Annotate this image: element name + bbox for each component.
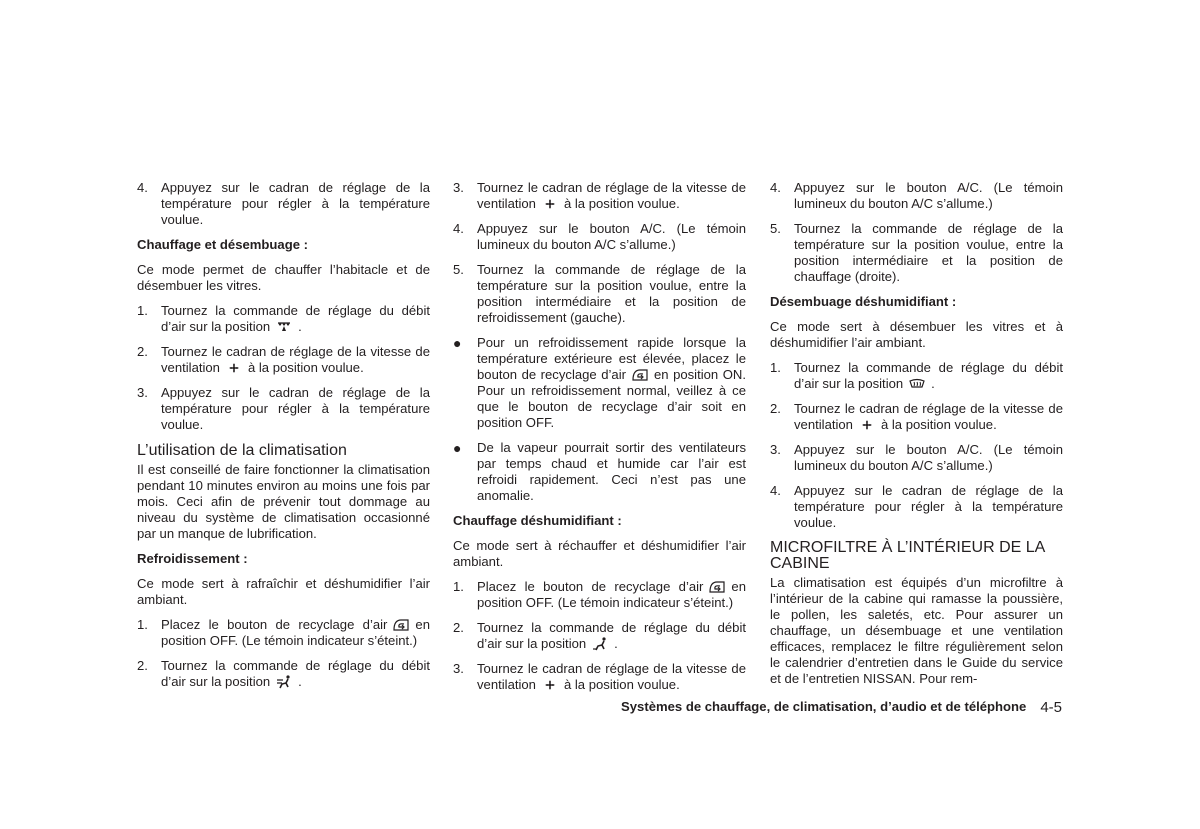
item-text-b: en position OFF. (Le témoin indicateur s’éteint.) <box>161 617 430 648</box>
item-text-b: à la position voulue. <box>880 417 997 432</box>
item-number: 1. <box>770 360 781 375</box>
list-item <box>770 180 1063 212</box>
page-number: 4-5 <box>1040 699 1062 716</box>
paragraph: Ce mode permet de chauffer l’habitacle et de désembuer les vitres. <box>137 262 430 293</box>
item-text-a: Pour un refroidissement rapide lorsque la température extérieure est élevée, placez le bouton de recyclage d’air <box>477 335 746 382</box>
fan-icon <box>536 678 564 692</box>
item-text <box>161 344 430 376</box>
item-text <box>161 617 430 649</box>
item-number: 5. <box>453 262 464 277</box>
column-1 <box>137 180 430 699</box>
item-number: 2. <box>137 658 148 673</box>
item-number: 2. <box>137 344 148 359</box>
list-item <box>137 303 430 335</box>
column-2 <box>453 180 746 702</box>
item-text-b: en position OFF. (Le témoin indicateur s’éteint.) <box>477 579 746 610</box>
item-text: Appuyez sur le cadran de réglage de la température pour régler à la température voulue. <box>161 385 430 432</box>
list-item <box>770 401 1063 433</box>
item-text <box>477 661 746 693</box>
item-text-a: Tournez le cadran de réglage de la vitesse de ventilation <box>794 401 1063 432</box>
paragraph: Ce mode sert à rafraîchir et déshumidifier l’air ambiant. <box>137 576 430 607</box>
paragraph: Il est conseillé de faire fonctionner la climatisation pendant 10 minutes environ au moins une fois par mois. Ceci afin de prévenir tout dommage au niveau du système de climatisation occasionné par un manque de lubrification. <box>137 462 430 541</box>
section-title-climatisation: L’utilisation de la climatisation <box>137 442 347 459</box>
item-text-a: Tournez la commande de réglage du débit d’air sur la position <box>161 658 430 689</box>
item-number: 3. <box>453 661 464 676</box>
item-text: Appuyez sur le bouton A/C. (Le témoin lumineux du bouton A/C s’allume.) <box>794 442 1063 473</box>
list-item <box>770 483 1063 531</box>
item-text <box>794 360 1063 392</box>
list-item <box>770 221 1063 285</box>
bullet-icon: ● <box>453 335 462 351</box>
bullet-item <box>453 335 746 431</box>
item-text-b: à la position voulue. <box>563 196 680 211</box>
fan-icon <box>536 197 564 211</box>
item-number: 2. <box>453 620 464 635</box>
list-item <box>137 180 430 228</box>
paragraph: La climatisation est équipés d’un microfiltre à l’intérieur de la cabine qui ramasse la poussière, le pollen, les saletés, etc. Pour assurer un chauffage, un désembuage et une ventilation efficaces, remplacez le filtre régulièrement selon le calendrier d’entretien dans le Guide du service et de l’entretien NISSAN. Pour rem- <box>770 575 1063 686</box>
list-item <box>453 221 746 253</box>
item-number: 3. <box>453 180 464 195</box>
footer-section-title: Systèmes de chauffage, de climatisation, d’audio et de téléphone <box>621 699 1027 714</box>
item-text-a: Tournez la commande de réglage du débit d’air sur la position <box>161 303 430 334</box>
item-number: 4. <box>137 180 148 195</box>
item-number: 4. <box>770 483 781 498</box>
item-text-b: en position ON. Pour un refroidissement normal, veillez à ce que le bouton de recyclage d’air soit en position OFF. <box>477 367 747 430</box>
page-footer <box>560 699 1062 716</box>
item-text <box>161 303 430 335</box>
section-subtitle-heating: Chauffage et désembuage : <box>137 237 308 252</box>
bullet-icon: ● <box>453 440 462 456</box>
face-vent-airflow-icon <box>270 675 298 689</box>
item-number: 3. <box>770 442 781 457</box>
item-number: 2. <box>770 401 781 416</box>
item-number: 1. <box>137 303 148 318</box>
item-text: De la vapeur pourrait sortir des ventilateurs par temps chaud et humide car l’air est refroidi rapidement. Ceci n’est pas une anomalie. <box>477 440 746 503</box>
list-item <box>453 262 746 326</box>
fan-icon <box>220 361 248 375</box>
list-item <box>453 579 746 611</box>
item-text: Appuyez sur le cadran de réglage de la température pour régler à la température voulue. <box>161 180 430 227</box>
paragraph: Ce mode sert à réchauffer et déshumidifier l’air ambiant. <box>453 538 746 569</box>
item-text <box>794 401 1063 433</box>
item-text <box>477 579 746 611</box>
item-text-a: Tournez la commande de réglage du débit d’air sur la position <box>794 360 1063 391</box>
item-number: 4. <box>770 180 781 195</box>
windshield-defrost-icon <box>903 377 931 391</box>
item-text-b: à la position voulue. <box>247 360 364 375</box>
item-text-b: à la position voulue. <box>563 677 680 692</box>
air-recirculation-icon <box>703 580 731 594</box>
list-item <box>453 661 746 693</box>
section-subtitle-defog: Désembuage déshumidifiant : <box>770 294 957 309</box>
item-text: Tournez la commande de réglage de la température sur la position voulue, entre la position intermédiaire et la position de refroidissement (gauche). <box>477 262 746 325</box>
item-text-b: . <box>931 376 935 391</box>
bullet-item <box>453 440 746 504</box>
air-recirculation-icon <box>626 368 654 382</box>
list-item <box>137 617 430 649</box>
item-text: Tournez la commande de réglage de la température sur la position voulue, entre la position intermédiaire et la position de chauffage (droite). <box>794 221 1063 284</box>
fan-icon <box>853 418 881 432</box>
item-text: Appuyez sur le bouton A/C. (Le témoin lumineux du bouton A/C s’allume.) <box>477 221 746 252</box>
item-text-a: Tournez le cadran de réglage de la vitesse de ventilation <box>477 180 746 211</box>
item-text <box>477 620 746 652</box>
item-number: 1. <box>137 617 148 632</box>
item-text-a: Tournez la commande de réglage du débit d’air sur la position <box>477 620 746 651</box>
item-text-a: Placez le bouton de recyclage d’air <box>161 617 388 632</box>
item-text <box>477 180 746 212</box>
item-text-b: . <box>614 636 618 651</box>
list-item <box>453 180 746 212</box>
section-subtitle-dehumidify-heat: Chauffage déshumidifiant : <box>453 513 622 528</box>
item-text <box>161 658 430 690</box>
foot-airflow-icon <box>586 637 614 651</box>
item-text-b: . <box>298 674 302 689</box>
list-item <box>137 385 430 433</box>
air-recirculation-icon <box>387 618 415 632</box>
item-number: 4. <box>453 221 464 236</box>
item-text-a: Tournez le cadran de réglage de la vitesse de ventilation <box>477 661 746 692</box>
section-subtitle-cooling: Refroidissement : <box>137 551 248 566</box>
floor-defrost-airflow-icon <box>270 320 298 334</box>
item-text: Appuyez sur le bouton A/C. (Le témoin lumineux du bouton A/C s’allume.) <box>794 180 1063 211</box>
list-item <box>770 360 1063 392</box>
list-item <box>137 658 430 690</box>
item-text <box>477 335 746 431</box>
item-text-b: . <box>298 319 302 334</box>
item-number: 5. <box>770 221 781 236</box>
item-text-a: Placez le bouton de recyclage d’air <box>477 579 704 594</box>
list-item <box>770 442 1063 474</box>
item-text: Appuyez sur le cadran de réglage de la température pour régler à la température voulue. <box>794 483 1063 530</box>
paragraph: Ce mode sert à désembuer les vitres et à déshumidifier l’air ambiant. <box>770 319 1063 350</box>
item-number: 3. <box>137 385 148 400</box>
item-number: 1. <box>453 579 464 594</box>
section-title-microfilter: MICROFILTRE À L’INTÉRIEUR DE LA CABINE <box>770 539 1045 572</box>
list-item <box>453 620 746 652</box>
item-text-a: Tournez le cadran de réglage de la vitesse de ventilation <box>161 344 430 375</box>
list-item <box>137 344 430 376</box>
column-3 <box>770 180 1063 696</box>
